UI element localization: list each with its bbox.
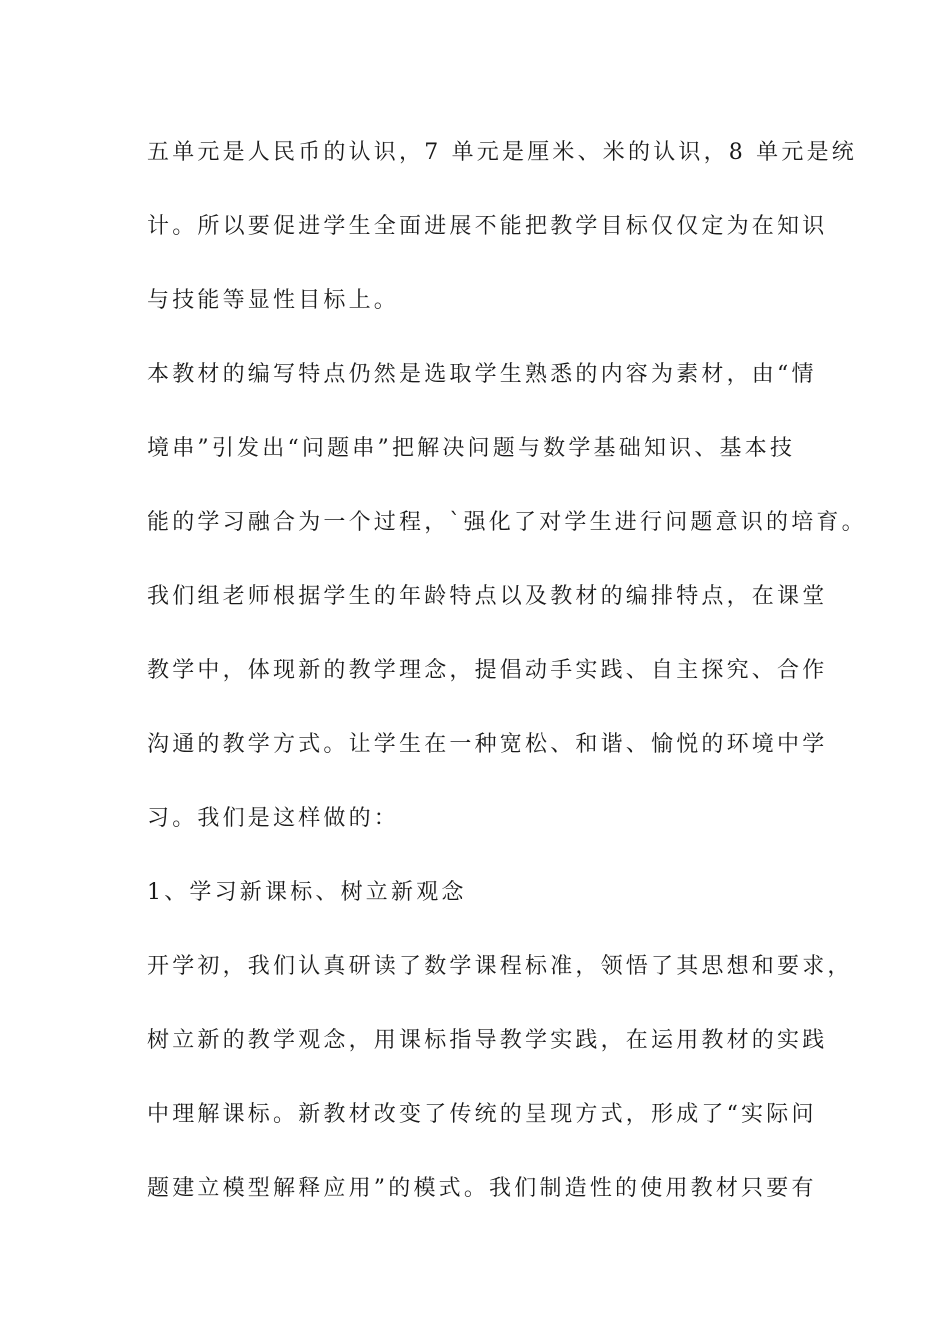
text-line: 教学中，体现新的教学理念，提倡动手实践、自主探究、合作 (147, 658, 828, 683)
text-line: 与技能等显性目标上。 (147, 288, 400, 313)
text-line: 习。我们是这样做的： (147, 806, 400, 831)
text-line: 计。所以要促进学生全面进展不能把教学目标仅仅定为在知识 (147, 214, 828, 239)
text-line: 中理解课标。新教材改变了传统的呈现方式，形成了“实际问 (147, 1102, 817, 1127)
section-heading: 1、学习新课标、树立新观念 (147, 880, 467, 905)
text-line: 五单元是人民币的认识，7 单元是厘米、米的认识，8 单元是统 (147, 140, 857, 165)
text-line: 我们组老师根据学生的年龄特点以及教材的编排特点，在课堂 (147, 584, 828, 609)
text-line: 开学初，我们认真研读了数学课程标准，领悟了其思想和要求， (147, 954, 853, 979)
text-line: 沟通的教学方式。让学生在一种宽松、和谐、愉悦的环境中学 (147, 732, 828, 757)
text-line: 本教材的编写特点仍然是选取学生熟悉的内容为素材，由“情 (147, 362, 817, 387)
text-line: 能的学习融合为一个过程，`强化了对学生进行问题意识的培育。 (147, 510, 867, 535)
text-line: 境串”引发出“问题串”把解决问题与数学基础知识、基本技 (147, 436, 796, 461)
text-line: 树立新的教学观念，用课标指导教学实践，在运用教材的实践 (147, 1028, 828, 1053)
text-line: 题建立模型解释应用”的模式。我们制造性的使用教材只要有 (147, 1176, 817, 1201)
